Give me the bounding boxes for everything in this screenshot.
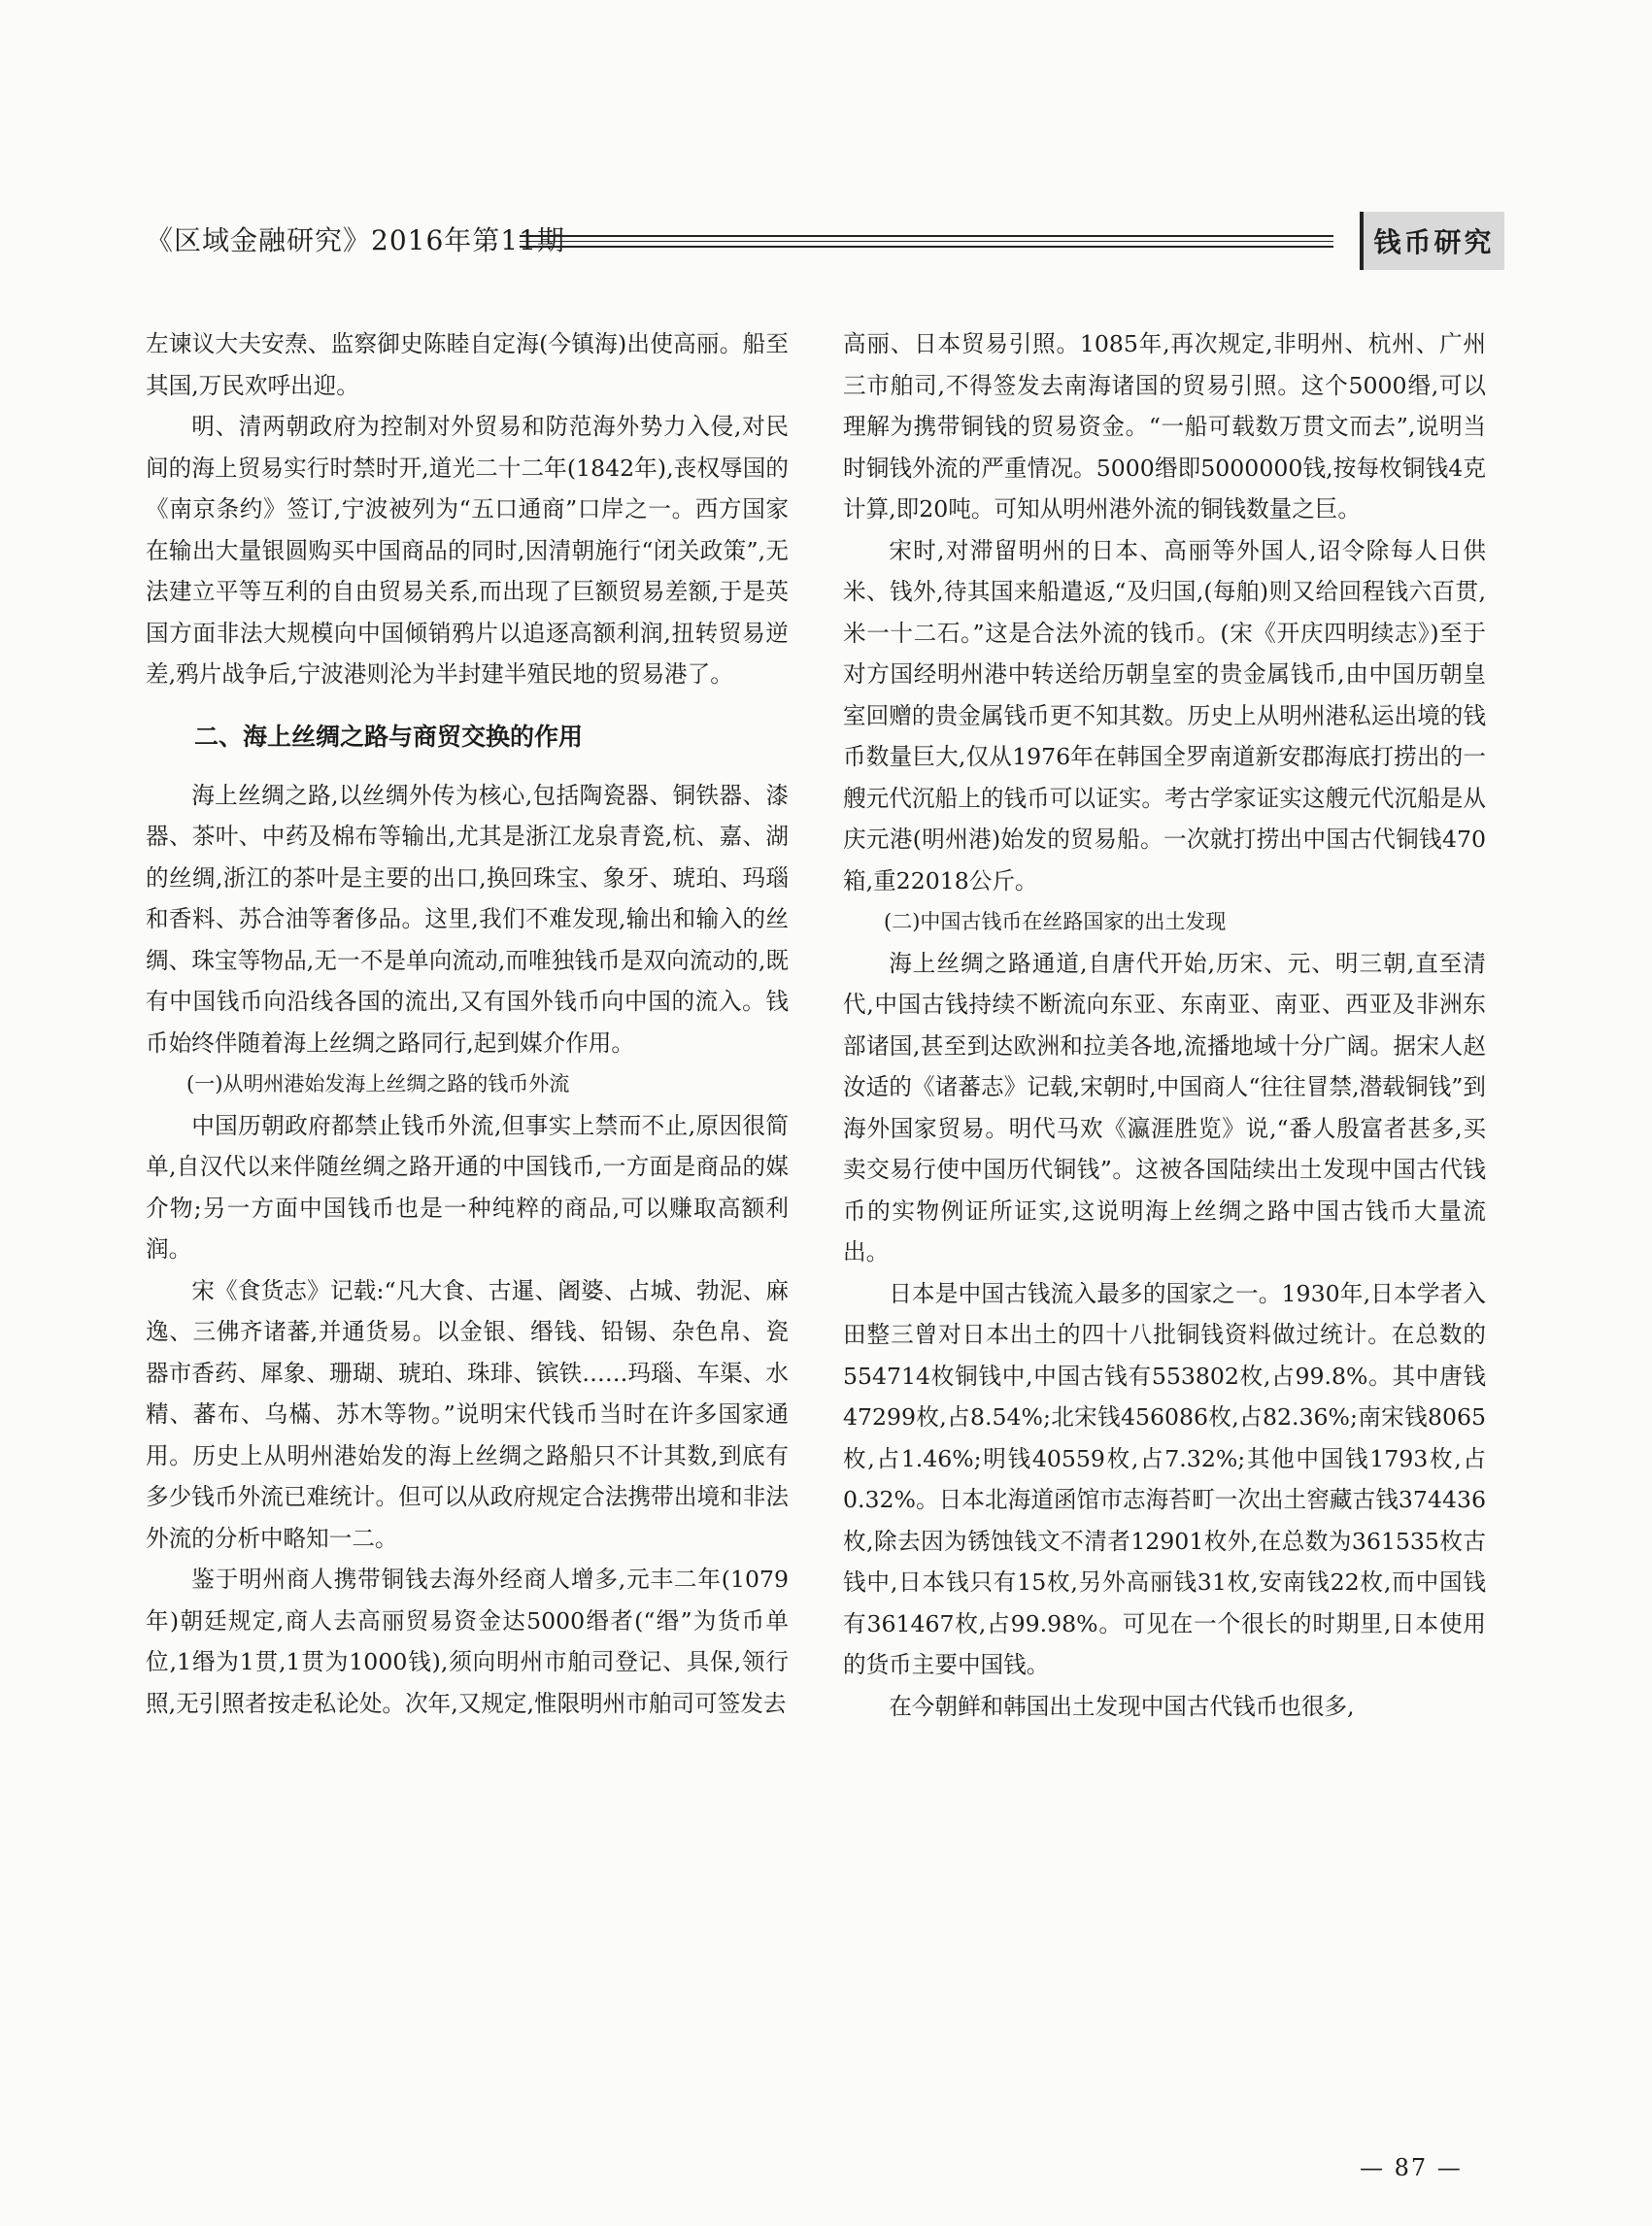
header-rule bbox=[520, 246, 1333, 248]
section-heading: 二、海上丝绸之路与商贸交换的作用 bbox=[194, 722, 584, 751]
paragraph: 鉴于明州商人携带铜钱去海外经商人增多,元丰二年(1079年)朝廷规定,商人去高丽贸易资金达5000缗者(“缗”为货币单位,1缗为1贯,1贯为1000钱),须向明州市舶司登记、具保,领行照,无引照者按走私论处。次年,又规定,惟限明州市舶司可签发去 bbox=[146, 1566, 789, 1717]
left-column bbox=[146, 323, 789, 1724]
paragraph: 明、清两朝政府为控制对外贸易和防范海外势力入侵,对民间的海上贸易实行时禁时开,道光二十二年(1842年),丧权辱国的《南京条约》签订,宁波被列为“五口通商”口岸之一。西方国家在输出大量银圆购买中国商品的同时,因清朝施行“闭关政策”,无法建立平等互利的自由贸易关系,而出现了巨额贸易差额,于是英国方面非法大规模向中国倾销鸦片以追逐高额利润,扭转贸易逆差,鸦片战争后,宁波港则沦为半封建半殖民地的贸易港了。 bbox=[146, 413, 789, 688]
page-header bbox=[146, 216, 1500, 278]
right-column bbox=[843, 323, 1486, 1727]
journal-title: 《区域金融研究》2016年第11期 bbox=[146, 224, 565, 256]
subsection-heading: (一)从明州港始发海上丝绸之路的钱币外流 bbox=[186, 1072, 570, 1096]
page-number: — 87 — bbox=[1360, 2154, 1463, 2181]
header-rule bbox=[520, 235, 1333, 237]
paragraph: 日本是中国古钱流入最多的国家之一。1930年,日本学者入田整三曾对日本出土的四十八批铜钱资料做过统计。在总数的554714枚铜钱中,中国古钱有553802枚,占99.8%。其中唐钱47299枚,占8.54%;北宋钱456086枚,占82.36%;南宋钱8065枚,占1.46%;明钱40559枚,占7.32%;其他中国钱1793枚,占0.32%。日本北海道函馆市志海苔町一次出土窖藏古钱374436枚,除去因为锈蚀钱文不清者12901枚外,在总数为361535枚古钱中,日本钱只有15枚,另外高丽钱31枚,安南钱22枚,而中国钱有361467枚,占99.98%。可见在一个很长的时期里,日本使用的货币主要中国钱。 bbox=[843, 1279, 1486, 1678]
header-rule bbox=[520, 241, 1333, 242]
paragraph: 在今朝鲜和韩国出土发现中国古代钱币也很多, bbox=[889, 1692, 1355, 1720]
paragraph: 海上丝绸之路通道,自唐代开始,历宋、元、明三朝,直至清代,中国古钱持续不断流向东亚、东南亚、南亚、西亚及非洲东部诸国,甚至到达欧洲和拉美各地,流播地域十分广阔。据宋人赵汝适的《诸蕃志》记载,宋朝时,中国商人“往往冒禁,潜载铜钱”到海外国家贸易。明代马欢《瀛涯胜览》说,“番人殷富者甚多,买卖交易行使中国历代铜钱”。这被各国陆续出土发现中国古代钱币的实物例证所证实,这说明海上丝绸之路中国古钱币大量流出。 bbox=[843, 949, 1486, 1265]
paragraph: 左谏议大夫安焘、监察御史陈睦自定海(今镇海)出使高丽。船至其国,万民欢呼出迎。 bbox=[146, 330, 789, 399]
subsection-heading: (二)中国古钱币在丝路国家的出土发现 bbox=[884, 910, 1227, 933]
paragraph: 中国历朝政府都禁止钱币外流,但事实上禁而不止,原因很简单,自汉代以来伴随丝绸之路开通的中国钱币,一方面是商品的媒介物;另一方面中国钱币也是一种纯粹的商品,可以赚取高额利润。 bbox=[146, 1111, 789, 1263]
paragraph: 宋时,对滞留明州的日本、高丽等外国人,诏令除每人日供米、钱外,待其国来船遣返,“及归国,(每舶)则又给回程钱六百贯,米一十二石。”这是合法外流的钱币。(宋《开庆四明续志》)至于对方国经明州港中转送给历朝皇室的贵金属钱币,由中国历朝皇室回赠的贵金属钱币更不知其数。历史上从明州港私运出境的钱币数量巨大,仅从1976年在韩国全罗南道新安郡海底打捞出的一艘元代沉船上的钱币可以证实。考古学家证实这艘元代沉船是从庆元港(明州港)始发的贸易船。一次就打捞出中国古代铜钱470箱,重22018公斤。 bbox=[843, 536, 1486, 894]
paragraph: 海上丝绸之路,以丝绸外传为核心,包括陶瓷器、铜铁器、漆器、茶叶、中药及棉布等输出,尤其是浙江龙泉青瓷,杭、嘉、湖的丝绸,浙江的茶叶是主要的出口,换回珠宝、象牙、琥珀、玛瑙和香料、苏合油等奢侈品。这里,我们不难发现,输出和输入的丝绸、珠宝等物品,无一不是单向流动,而唯独钱币是双向流动的,既有中国钱币向沿线各国的流出,又有国外钱币向中国的流入。钱币始终伴随着海上丝绸之路同行,起到媒介作用。 bbox=[146, 781, 789, 1057]
section-label: 钱币研究 bbox=[1360, 212, 1504, 270]
paragraph: 高丽、日本贸易引照。1085年,再次规定,非明州、杭州、广州三市舶司,不得签发去南海诸国的贸易引照。这个5000缗,可以理解为携带铜钱的贸易资金。“一船可载数万贯文而去”,说明当时铜钱外流的严重情况。5000缗即5000000钱,按每枚铜钱4克计算,即20吨。可知从明州港外流的铜钱数量之巨。 bbox=[843, 330, 1486, 523]
paragraph: 宋《食货志》记载:“凡大食、古暹、阇婆、占城、勃泥、麻逸、三佛齐诸蕃,并通货易。以金银、缗钱、铅锡、杂色帛、瓷器市香药、犀象、珊瑚、琥珀、珠琲、镔铁……玛瑙、车渠、水精、蕃布、乌樠、苏木等物。”说明宋代钱币当时在许多国家通用。历史上从明州港始发的海上丝绸之路船只不计其数,到底有多少钱币外流已难统计。但可以从政府规定合法携带出境和非法外流的分析中略知一二。 bbox=[146, 1276, 789, 1552]
